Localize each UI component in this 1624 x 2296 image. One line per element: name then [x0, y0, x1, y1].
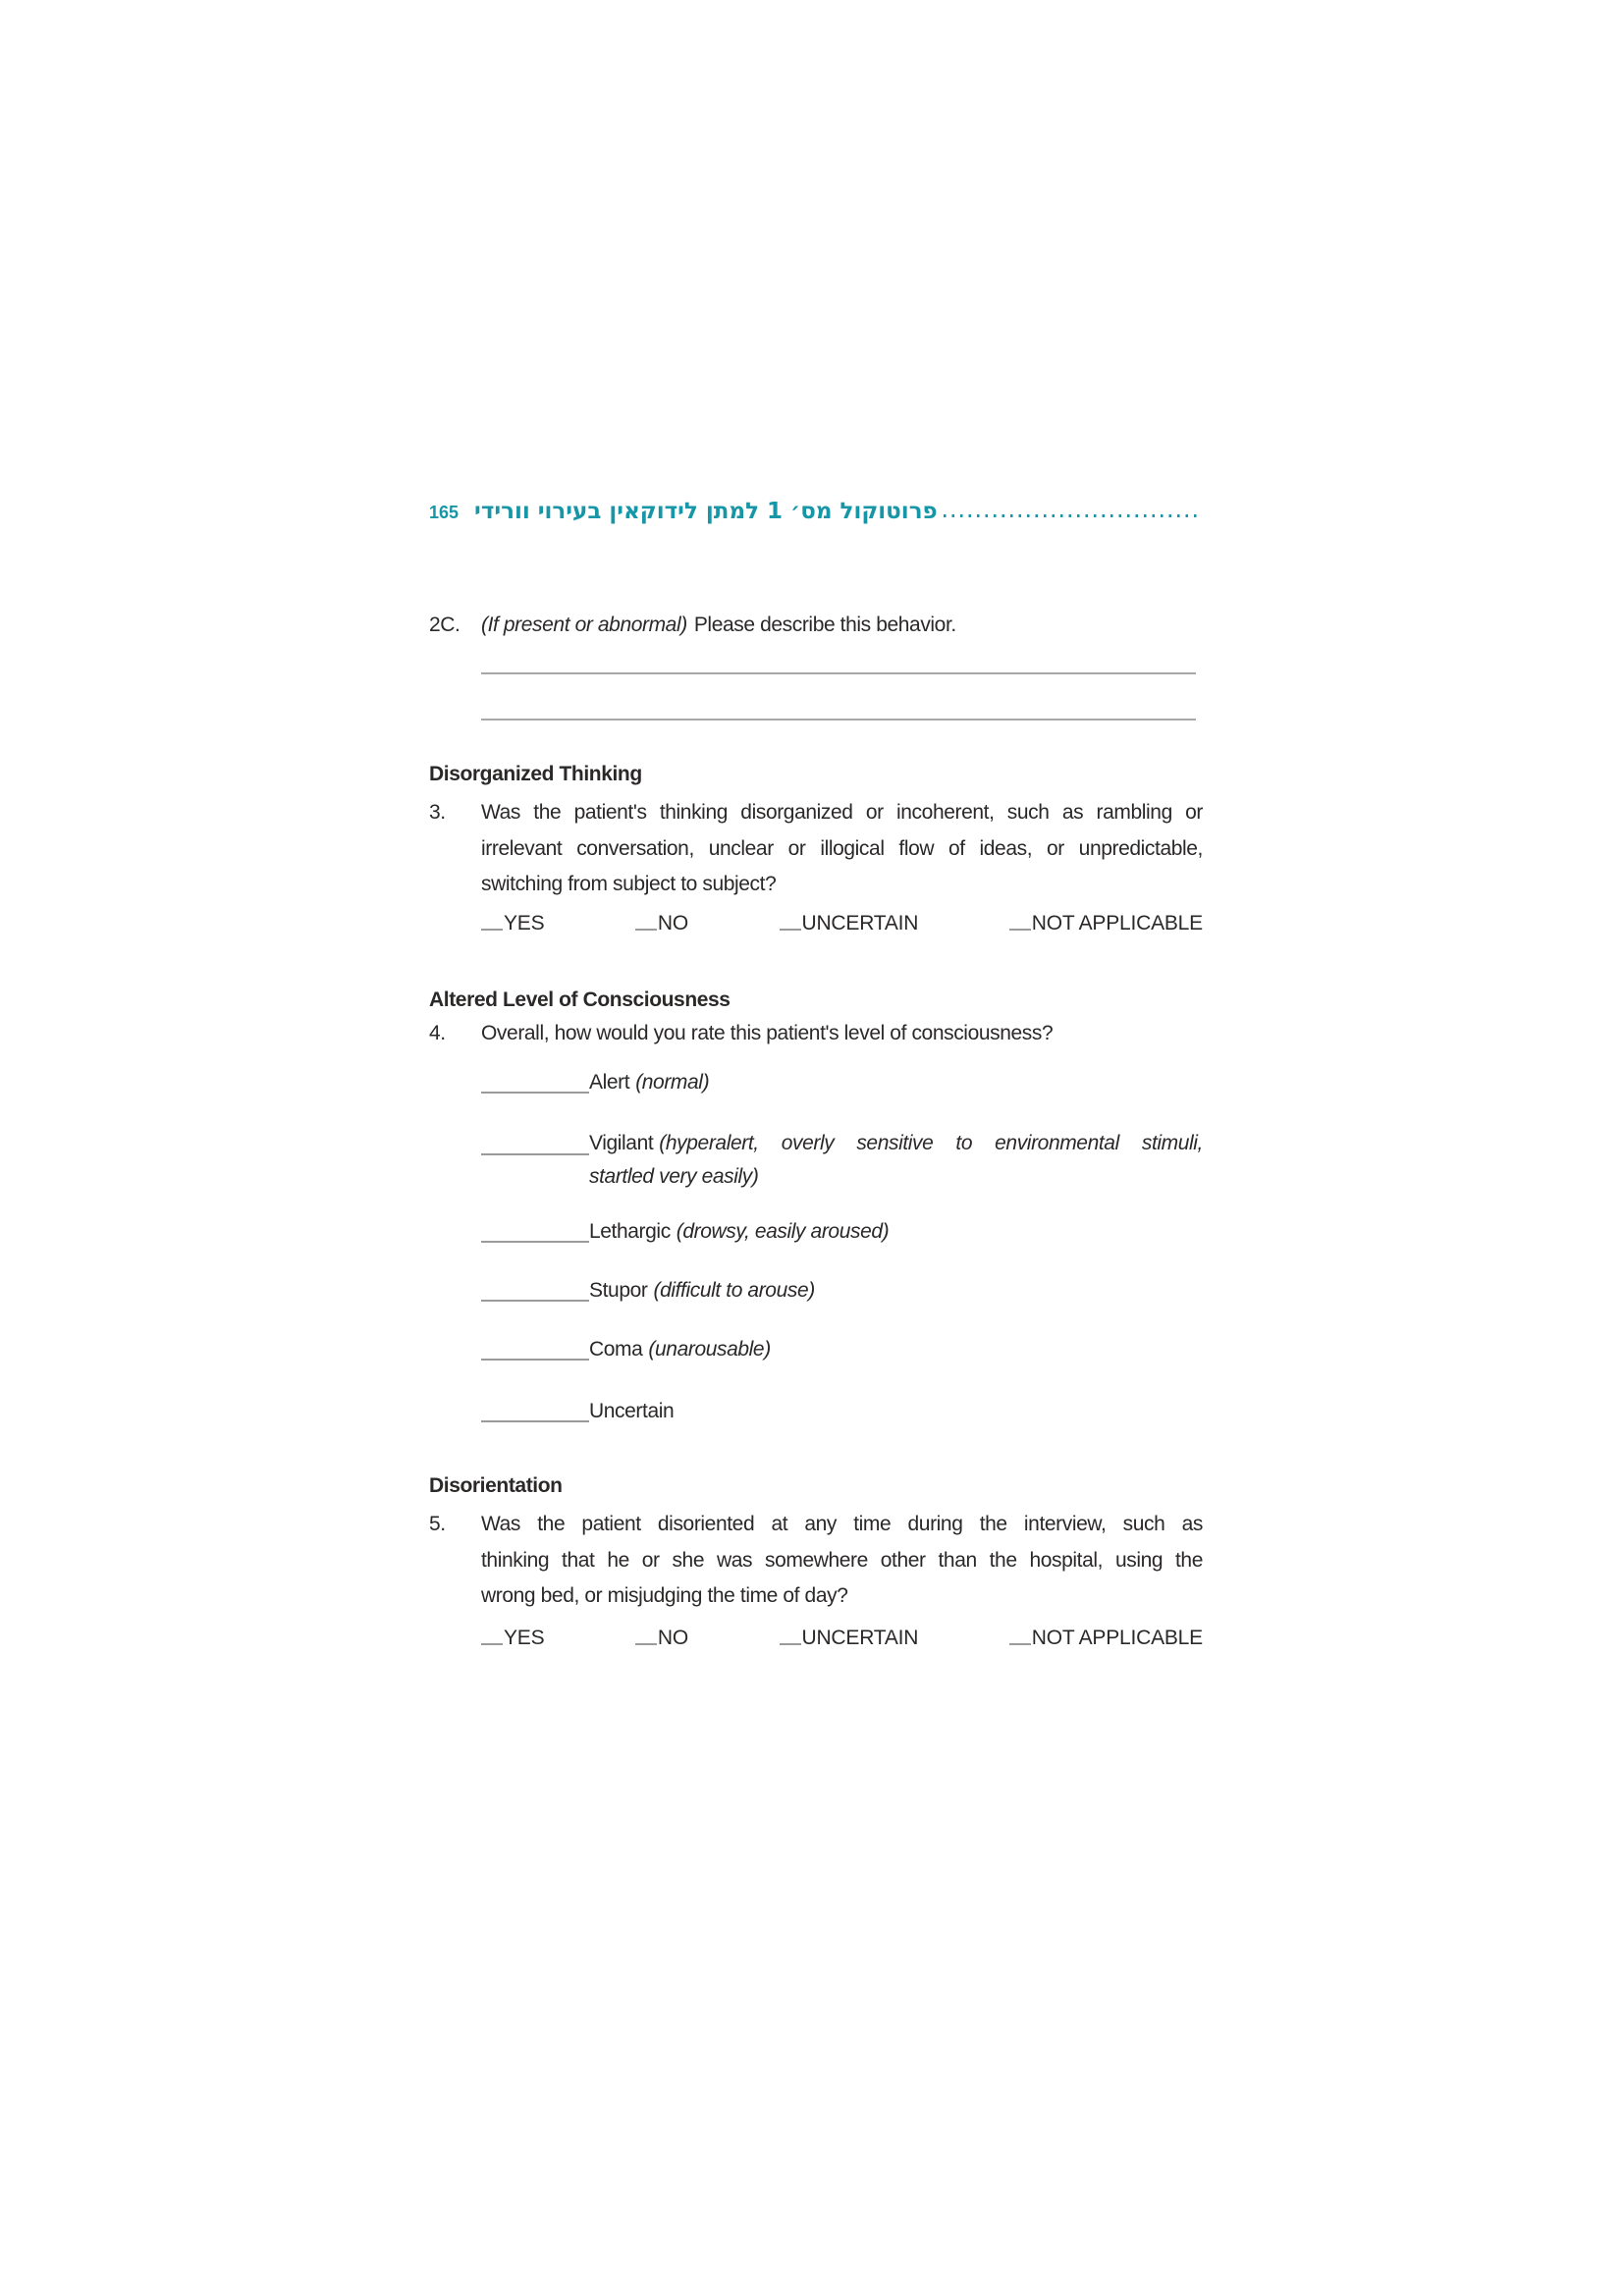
question-3-answer-row — [481, 909, 1203, 938]
option-stupor — [429, 1276, 1203, 1306]
option-blank — [481, 1359, 589, 1361]
question-2c-number: 2C. — [429, 614, 460, 636]
write-in-line-1 — [481, 672, 1196, 674]
answer-uncertain: UNCERTAIN — [780, 1624, 919, 1653]
question-5-line2: thinking that he or she was somewhere other than the hospital, using the — [481, 1548, 1203, 1572]
option-desc-line1: (hyperalert, overly sensitive to environmental stimuli, — [659, 1132, 1203, 1154]
answer-not-applicable: NOT APPLICABLE — [1009, 909, 1203, 938]
answer-yes: YES — [481, 1624, 544, 1653]
option-label: Coma — [589, 1338, 643, 1361]
option-desc-line2: startled very easily) — [589, 1165, 759, 1188]
question-3-line3: switching from subject to subject? — [481, 873, 777, 895]
write-in-line-2 — [481, 719, 1196, 721]
question-5-answer-row — [481, 1624, 1203, 1653]
answer-no: NO — [635, 1624, 688, 1653]
question-5-line3: wrong bed, or misjudging the time of day? — [481, 1584, 848, 1607]
answer-blank — [1009, 1643, 1031, 1645]
header-title-hebrew: פרוטוקול מס׳ 1 למתן לידוקאין בעירוי וורידי — [474, 499, 938, 524]
option-blank — [481, 1153, 589, 1155]
option-blank — [481, 1092, 589, 1094]
section-heading-disorientation: Disorientation — [429, 1474, 563, 1497]
section-heading-disorganized-thinking: Disorganized Thinking — [429, 763, 642, 785]
option-desc: (difficult to arouse) — [653, 1279, 815, 1302]
question-5-text — [481, 1507, 1203, 1615]
answer-blank — [635, 1643, 657, 1645]
question-3-number: 3. — [429, 801, 446, 824]
option-label: Alert — [589, 1071, 630, 1094]
answer-uncertain: UNCERTAIN — [780, 909, 919, 938]
question-5-number: 5. — [429, 1513, 446, 1535]
option-lethargic — [429, 1217, 1203, 1247]
answer-blank — [481, 1643, 503, 1645]
option-blank — [481, 1241, 589, 1243]
answer-not-applicable: NOT APPLICABLE — [1009, 1624, 1203, 1653]
page-number: 165 — [429, 503, 460, 522]
option-vigilant — [429, 1127, 1203, 1194]
option-label: Lethargic — [589, 1220, 671, 1243]
dotted-leader — [944, 514, 1201, 517]
option-blank — [481, 1300, 589, 1302]
answer-blank — [780, 929, 801, 931]
option-blank — [481, 1420, 589, 1422]
question-2c-text — [481, 611, 1203, 640]
answer-blank — [780, 1643, 801, 1645]
option-desc: (drowsy, easily aroused) — [676, 1220, 890, 1243]
question-3-text — [481, 795, 1203, 903]
question-5-line1: Was the patient disoriented at any time during the interview, such as — [481, 1513, 1203, 1535]
answer-blank — [635, 929, 657, 931]
answer-blank — [1009, 929, 1031, 931]
question-3 — [429, 795, 1203, 903]
question-3-line2: irrelevant conversation, unclear or illogical flow of ideas, or unpredictable, — [481, 836, 1203, 860]
option-uncertain — [429, 1397, 1203, 1426]
question-4-number: 4. — [429, 1022, 446, 1044]
answer-yes: YES — [481, 909, 544, 938]
section-heading-altered-loc: Altered Level of Consciousness — [429, 988, 731, 1011]
answer-no: NO — [635, 909, 688, 938]
option-label: Uncertain — [589, 1400, 675, 1422]
option-desc: (unarousable) — [648, 1338, 771, 1361]
question-4 — [429, 1019, 1203, 1048]
question-5 — [429, 1507, 1203, 1615]
option-coma — [429, 1335, 1203, 1364]
question-2c-prompt: Please describe this behavior. — [693, 614, 956, 636]
question-2c — [429, 611, 1203, 640]
option-desc: (normal) — [635, 1071, 710, 1094]
answer-blank — [481, 929, 503, 931]
option-label: Vigilant — [589, 1132, 654, 1154]
question-2c-italic-prefix: (If present or abnormal) — [481, 614, 687, 636]
question-4-text: Overall, how would you rate this patient's level of consciousness? — [481, 1022, 1054, 1044]
option-label: Stupor — [589, 1279, 648, 1302]
question-3-line1: Was the patient's thinking disorganized or incoherent, such as rambling or — [481, 801, 1203, 824]
option-alert — [429, 1068, 1203, 1097]
page-header — [429, 499, 1201, 524]
